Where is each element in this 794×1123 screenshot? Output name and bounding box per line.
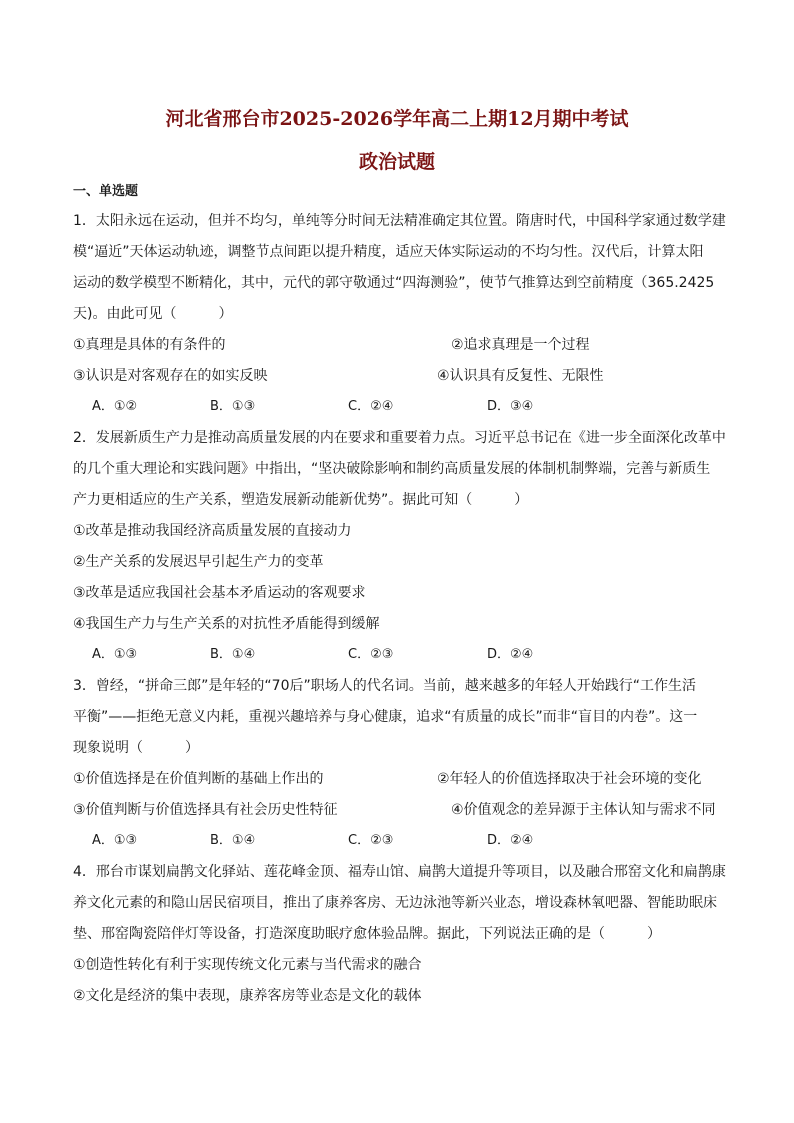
q4-stem-line-3: 垫、邢窑陶瓷陪伴灯等设备，打造深度助眠疗愈体验品牌。据此，下列说法正确的是（ ） xyxy=(73,926,661,942)
q1-statement-2: ②追求真理是一个过程 xyxy=(451,337,590,353)
q4-statement-2: ②文化是经济的集中表现，康养客房等业态是文化的载体 xyxy=(73,988,422,1004)
q3-option-b[interactable]: B．①④ xyxy=(210,833,256,848)
q3-option-a[interactable]: A．①③ xyxy=(92,833,138,848)
q2-statement-2: ②生产关系的发展迟早引起生产力的变革 xyxy=(73,554,324,570)
q3-statement-2: ②年轻人的价值选择取决于社会环境的变化 xyxy=(437,771,702,787)
q2-statement-4: ④我国生产力与生产关系的对抗性矛盾能得到缓解 xyxy=(73,616,380,632)
document-title: 河北省邢台市2025-2026学年高二上期12月期中考试 xyxy=(165,108,629,130)
q2-stem-line-1: 2．发展新质生产力是推动高质量发展的内在要求和重要着力点。习近平总书记在《进一步全面深化改革中 xyxy=(73,430,726,446)
q2-stem-line-2: 的几个重大理论和实践问题》中指出，“坚决破除影响和制约高质量发展的体制机制弊端，完善与新质生 xyxy=(73,461,711,477)
q3-option-c[interactable]: C．②③ xyxy=(348,833,394,848)
q3-statement-3: ③价值判断与价值选择具有社会历史性特征 xyxy=(73,802,338,818)
q1-option-c[interactable]: C．②④ xyxy=(348,399,394,414)
section-heading: 一、单选题 xyxy=(73,184,139,199)
q4-statement-1: ①创造性转化有利于实现传统文化元素与当代需求的融合 xyxy=(73,957,422,973)
q1-stem-line-1: 1．太阳永远在运动，但并不均匀，单纯等分时间无法精准确定其位置。隋唐时代，中国科学家通过数学建 xyxy=(73,213,726,229)
q1-statement-4: ④认识具有反复性、无限性 xyxy=(437,368,604,384)
q4-stem-line-1: 4．邢台市谋划扁鹊文化驿站、莲花峰金顶、福寿山馆、扁鹊大道提升等项目，以及融合邢窑文化和扁鹊康 xyxy=(73,864,726,880)
q3-statement-1: ①价值选择是在价值判断的基础上作出的 xyxy=(73,771,324,787)
q1-option-b[interactable]: B．①③ xyxy=(210,399,256,414)
q1-option-a[interactable]: A．①② xyxy=(92,399,138,414)
q3-stem-line-2: 平衡”——拒绝无意义内耗，重视兴趣培养与身心健康，追求“有质量的成长”而非“盲目的内卷”。这一 xyxy=(73,709,698,725)
q4-stem-line-2: 养文化元素的和隐山居民宿项目，推出了康养客房、无边泳池等新兴业态，增设森林氧吧器、智能助眠床 xyxy=(73,895,717,911)
q1-stem-line-4: 天)。由此可见（ ） xyxy=(73,306,233,322)
q3-stem-line-1: 3．曾经，“拼命三郎”是年轻的“70后”职场人的代名词。当前，越来越多的年轻人开始践行“工作生活 xyxy=(73,678,696,694)
q3-statement-4: ④价值观念的差异源于主体认知与需求不同 xyxy=(451,802,716,818)
q2-option-d[interactable]: D．②④ xyxy=(487,647,534,662)
q1-statement-1: ①真理是具体的有条件的 xyxy=(73,337,226,353)
q1-stem-line-2: 模“逼近”天体运动轨迹，调整节点间距以提升精度，适应天体实际运动的不均匀性。汉代后，计算太阳 xyxy=(73,244,704,260)
q1-stem-line-3: 运动的数学模型不断精化，其中，元代的郭守敬通过“四海测验”，使节气推算达到空前精度（365.2425 xyxy=(73,275,715,291)
q3-option-d[interactable]: D．②④ xyxy=(487,833,534,848)
q2-option-c[interactable]: C．②③ xyxy=(348,647,394,662)
q2-option-b[interactable]: B．①④ xyxy=(210,647,256,662)
q3-stem-line-3: 现象说明（ ） xyxy=(73,740,199,756)
q2-statement-3: ③改革是适应我国社会基本矛盾运动的客观要求 xyxy=(73,585,366,601)
q2-stem-line-3: 产力更相适应的生产关系，塑造发展新动能新优势”。据此可知（ ） xyxy=(73,492,529,508)
document-subtitle: 政治试题 xyxy=(358,151,435,173)
q2-statement-1: ①改革是推动我国经济高质量发展的直接动力 xyxy=(73,523,352,539)
q1-statement-3: ③认识是对客观存在的如实反映 xyxy=(73,368,268,384)
q2-option-a[interactable]: A．①③ xyxy=(92,647,138,662)
q1-option-d[interactable]: D．③④ xyxy=(487,399,534,414)
